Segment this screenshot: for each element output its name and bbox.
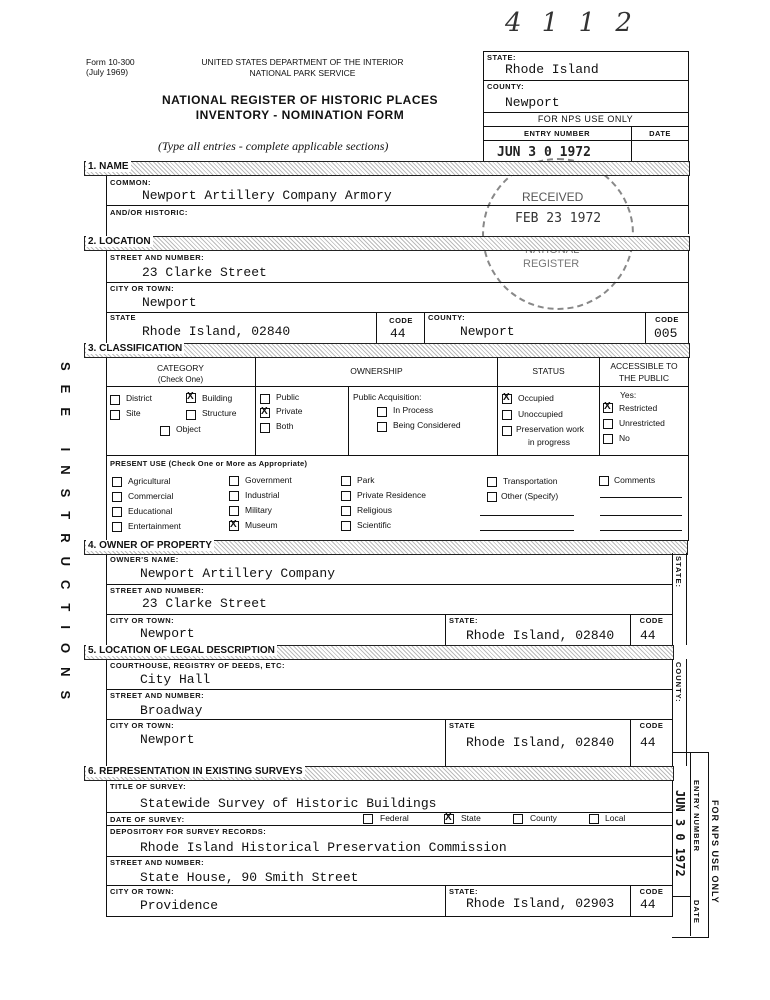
owner-state: Rhode Island, 02840 [466, 628, 615, 643]
survey-city: Providence [140, 898, 219, 913]
depository-value: Rhode Island Historical Preservation Commission [140, 840, 507, 855]
being-considered-label: Being Considered [393, 420, 461, 430]
educational-checkbox[interactable] [112, 507, 122, 517]
stamp-date: FEB 23 1972 [515, 211, 602, 226]
entertainment-label: Entertainment [128, 521, 181, 531]
owner-state-label: STATE: [449, 616, 478, 625]
in-progress-label: in progress [528, 437, 571, 447]
section-5-side-label: COUNTY: [674, 662, 683, 703]
government-checkbox[interactable] [229, 476, 239, 486]
military-checkbox[interactable] [229, 506, 239, 516]
comments-label: Comments [614, 475, 656, 485]
accessible-label: ACCESSIBLE TO THE PUBLIC [610, 361, 678, 383]
preservation-checkbox[interactable] [502, 426, 512, 436]
other-label: Other (Specify) [501, 491, 559, 501]
no-label: No [619, 433, 630, 443]
state-survey-label: State [461, 813, 481, 823]
entry-number-label: ENTRY NUMBER [523, 129, 590, 138]
form-date-text: (July 1969) [86, 67, 129, 77]
handwritten-number: 4 1 1 2 [505, 8, 638, 38]
common-name: Newport Artillery Company Armory [142, 188, 392, 203]
religious-checkbox[interactable] [341, 506, 351, 516]
survey-title: Statewide Survey of Historic Buildings [140, 796, 437, 811]
educational-label: Educational [128, 506, 173, 516]
park-checkbox[interactable] [341, 476, 351, 486]
check-one-label: (Check One) [157, 375, 204, 384]
survey-date-label: DATE OF SURVEY: [110, 815, 185, 824]
side-date: DATE [692, 900, 701, 924]
instruction-text: (Type all entries - complete applicable sections) [158, 139, 389, 153]
private-residence-label: Private Residence [357, 490, 426, 500]
form-number [86, 57, 135, 77]
state-label-2: STATE [110, 313, 136, 322]
building-label: Building [202, 393, 233, 403]
in-process-checkbox[interactable] [377, 407, 387, 417]
local-label: Local [605, 813, 626, 823]
owner-code: 44 [640, 628, 656, 643]
object-label: Object [176, 424, 201, 434]
city-value: Newport [142, 295, 197, 310]
being-considered-checkbox[interactable] [377, 422, 387, 432]
legal-state: Rhode Island, 02840 [466, 735, 615, 750]
county-value: Newport [505, 95, 560, 110]
restricted-label: Restricted [619, 403, 658, 413]
section-2-title: 2. LOCATION [88, 236, 151, 247]
survey-code-label: CODE [639, 887, 664, 896]
department: UNITED STATES DEPARTMENT OF THE INTERIOR [201, 57, 404, 67]
owner-street-label: STREET AND NUMBER: [110, 586, 205, 595]
agricultural-label: Agricultural [128, 476, 171, 486]
owner-code-label: CODE [639, 616, 664, 625]
survey-street-label: STREET AND NUMBER: [110, 858, 205, 867]
side-entry-number: ENTRY NUMBER [692, 780, 701, 853]
code-label: CODE [389, 316, 413, 325]
park-label: Park [357, 475, 375, 485]
code-value: 44 [390, 326, 406, 341]
historic-label: AND/OR HISTORIC: [110, 208, 188, 217]
public-label: Public [276, 392, 300, 402]
owner-name-label: OWNER'S NAME: [110, 555, 179, 564]
state-value: Rhode Island [505, 62, 599, 77]
section-4-title: 4. OWNER OF PROPERTY [88, 540, 212, 551]
courthouse-value: City Hall [140, 672, 211, 687]
museum-checkbox[interactable] [229, 521, 239, 531]
side-nps-use-only: FOR NPS USE ONLY [710, 800, 720, 904]
common-label: COMMON: [110, 178, 151, 187]
federal-checkbox[interactable] [363, 814, 373, 824]
stamp-received: RECEIVED [522, 190, 584, 204]
both-label: Both [276, 421, 294, 431]
commercial-label: Commercial [128, 491, 174, 501]
owner-city: Newport [140, 626, 195, 641]
private-label: Private [276, 406, 303, 416]
legal-state-label: STATE [449, 721, 475, 730]
section-4-side-label: STATE: [674, 556, 683, 588]
military-label: Military [245, 505, 272, 515]
preservation-label: Preservation work [516, 424, 585, 434]
unoccupied-label: Unoccupied [518, 409, 563, 419]
date-label: DATE [649, 129, 671, 138]
government-label: Government [245, 475, 292, 485]
street-label: STREET AND NUMBER: [110, 253, 205, 262]
owner-street: 23 Clarke Street [142, 596, 267, 611]
both-checkbox[interactable] [260, 423, 270, 433]
survey-code: 44 [640, 897, 656, 912]
yes-label: Yes: [620, 390, 637, 400]
section-5-title: 5. LOCATION OF LEGAL DESCRIPTION [88, 645, 275, 656]
legal-city-label: CITY OR TOWN: [110, 721, 175, 730]
state-survey-checkbox[interactable] [444, 814, 454, 824]
stamp-register: REGISTER [523, 258, 580, 270]
section-1-title: 1. NAME [88, 161, 129, 172]
see-instructions [50, 362, 73, 724]
street-value: 23 Clarke Street [142, 265, 267, 280]
occupied-checkbox[interactable] [502, 394, 512, 404]
site-label: Site [126, 408, 141, 418]
legal-code: 44 [640, 735, 656, 750]
survey-state: Rhode Island, 02903 [466, 896, 615, 911]
unrestricted-label: Unrestricted [619, 418, 665, 428]
comments-checkbox[interactable] [599, 476, 609, 486]
entertainment-checkbox[interactable] [112, 522, 122, 532]
local-checkbox[interactable] [589, 814, 599, 824]
county-survey-checkbox[interactable] [513, 814, 523, 824]
industrial-label: Industrial [245, 490, 280, 500]
building-checkbox[interactable] [186, 393, 196, 403]
section-3-title: 3. CLASSIFICATION [88, 343, 183, 354]
see-instructions-text: SEE INSTRUCTIONS [58, 362, 73, 714]
status-label: STATUS [532, 366, 565, 376]
section-1-bar [84, 161, 690, 176]
legal-street-label: STREET AND NUMBER: [110, 691, 205, 700]
present-use-label: PRESENT USE (Check One or More as Appropriate) [110, 459, 308, 468]
nps-use-only: FOR NPS USE ONLY [537, 114, 634, 124]
survey-street: State House, 90 Smith Street [140, 870, 359, 885]
survey-title-label: TITLE OF SURVEY: [110, 782, 187, 791]
owner-city-label: CITY OR TOWN: [110, 616, 175, 625]
object-checkbox[interactable] [160, 426, 170, 436]
transportation-label: Transportation [503, 476, 558, 486]
legal-city: Newport [140, 732, 195, 747]
title-line-1: NATIONAL REGISTER OF HISTORIC PLACES [161, 93, 439, 107]
private-checkbox[interactable] [260, 408, 270, 418]
category-header [106, 362, 255, 386]
district-label: District [126, 393, 152, 403]
industrial-checkbox[interactable] [229, 491, 239, 501]
structure-checkbox[interactable] [186, 410, 196, 420]
other-checkbox[interactable] [487, 492, 497, 502]
county-survey-label: County [530, 813, 557, 823]
owner-name: Newport Artillery Company [140, 566, 336, 581]
religious-label: Religious [357, 505, 392, 515]
category-label: CATEGORY [157, 363, 204, 373]
entry-stamp: JUN 3 0 1972 [497, 145, 591, 160]
private-residence-checkbox[interactable] [341, 491, 351, 501]
city-label: CITY OR TOWN: [110, 284, 175, 293]
form-number-text: Form 10-300 [86, 57, 135, 67]
form-title [140, 93, 460, 123]
side-stamp: JUN 3 0 1972 [673, 790, 687, 877]
county-label-2: COUNTY: [428, 313, 466, 322]
restricted-checkbox[interactable] [603, 403, 613, 413]
structure-label: Structure [202, 408, 237, 418]
site-checkbox[interactable] [110, 410, 120, 420]
scientific-checkbox[interactable] [341, 521, 351, 531]
in-process-label: In Process [393, 405, 434, 415]
title-line-2: INVENTORY - NOMINATION FORM [195, 108, 405, 122]
county-value-2: Newport [460, 324, 515, 339]
survey-city-label: CITY OR TOWN: [110, 887, 175, 896]
depository-label: DEPOSITORY FOR SURVEY RECORDS: [110, 827, 267, 836]
agency [160, 57, 445, 79]
section-2-bar [84, 236, 690, 251]
state-value-2: Rhode Island, 02840 [142, 324, 291, 339]
state-label: STATE: [487, 53, 516, 62]
scientific-label: Scientific [357, 520, 392, 530]
transportation-checkbox[interactable] [487, 477, 497, 487]
survey-state-label: STATE: [449, 887, 478, 896]
museum-label: Museum [245, 520, 278, 530]
legal-code-label: CODE [639, 721, 664, 730]
unrestricted-checkbox[interactable] [603, 419, 613, 429]
occupied-label: Occupied [518, 393, 554, 403]
agricultural-checkbox[interactable] [112, 477, 122, 487]
code2-label: CODE [655, 315, 679, 324]
public-checkbox[interactable] [260, 394, 270, 404]
ownership-label: OWNERSHIP [350, 366, 403, 376]
service: NATIONAL PARK SERVICE [249, 68, 356, 78]
federal-label: Federal [380, 813, 409, 823]
courthouse-label: COURTHOUSE, REGISTRY OF DEEDS, ETC: [110, 661, 286, 670]
public-acquisition-label: Public Acquisition: [353, 392, 422, 402]
district-checkbox[interactable] [110, 395, 120, 405]
unoccupied-checkbox[interactable] [502, 410, 512, 420]
code2-value: 005 [654, 326, 678, 341]
commercial-checkbox[interactable] [112, 492, 122, 502]
no-checkbox[interactable] [603, 434, 613, 444]
section-6-title: 6. REPRESENTATION IN EXISTING SURVEYS [88, 766, 303, 777]
county-label: COUNTY: [487, 82, 525, 91]
legal-street: Broadway [140, 703, 203, 718]
